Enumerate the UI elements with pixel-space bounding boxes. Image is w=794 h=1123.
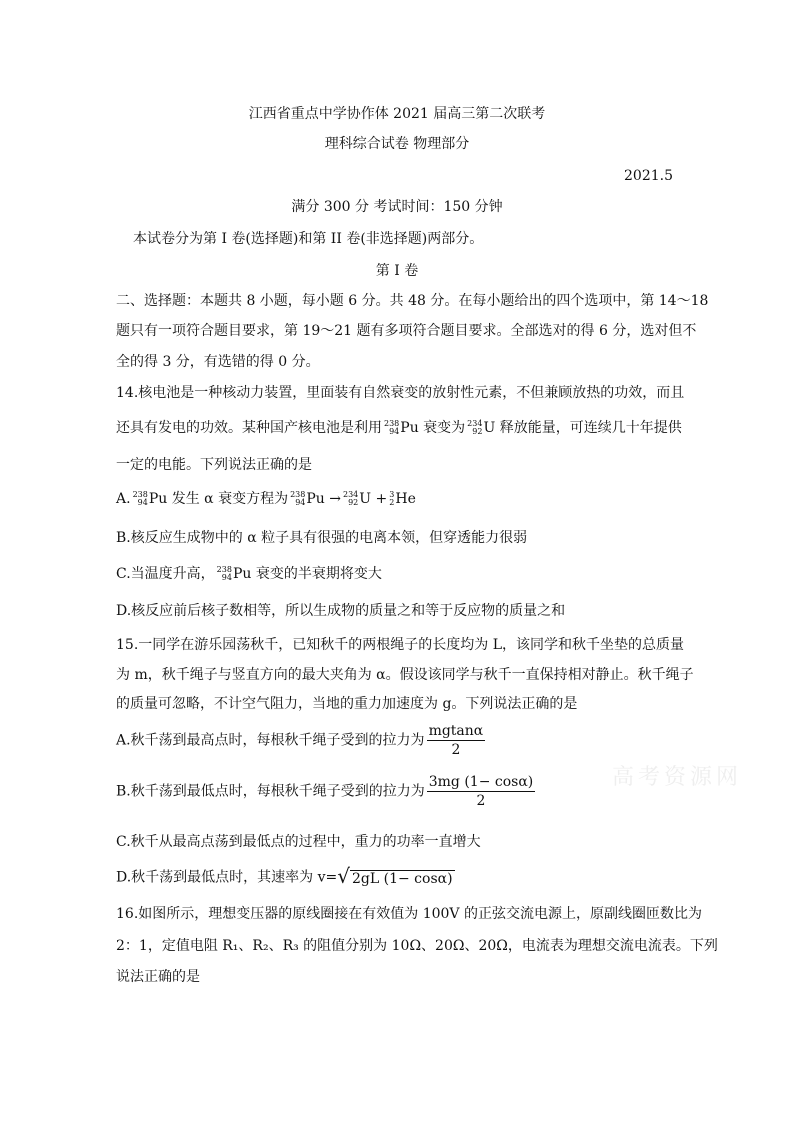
section-line-1: 二、选择题：本题共 8 小题，每小题 6 分。共 48 分。在每小题给出的四个选项中，第 14～18 [116, 293, 709, 309]
q14-option-a: A. 238 94 Pu 发生 α 衰变方程为 238 94 Pu → 234 92 U + 3 2 He [116, 490, 416, 507]
q15-line-3: 的质量可忽略，不计空气阻力，当地的重力加速度为 g。下列说法正确的是 [116, 696, 578, 712]
watermark: 高考资源网 [612, 765, 743, 790]
score-time-line: 满分 300 分 考试时间：150 分钟 [291, 199, 503, 215]
q16-line-3: 说法正确的是 [116, 969, 200, 985]
q14-line-2 [116, 418, 682, 438]
q14-line-3: 一定的电能。下列说法正确的是 [116, 457, 312, 473]
q14-line-2-b: Pu 衰变为 [400, 420, 466, 436]
sqrt-expression: √ 2gL (1− cosα) [337, 864, 453, 888]
exam-title: 江西省重点中学协作体 2021 届高三第二次联考 [248, 106, 546, 122]
intro-line: 本试卷分为第 I 卷(选择题)和第 II 卷(非选择题)两部分。 [133, 231, 484, 247]
exam-date: 2021.5 [624, 168, 673, 184]
q15-option-d: D.秋千荡到最低点时，其速率为 v=√ 2gL (1− cosα) [116, 864, 453, 888]
q15-line-1: 15.一同学在游乐园荡秋千，已知秋千的两根绳子的长度均为 L，该同学和秋千坐垫的总质量 [116, 637, 685, 653]
q16-line-2: 2：1，定值电阻 R₁、R₂、R₃ 的阻值分别为 10Ω、20Ω、20Ω，电流表为理想交流电流表。下列 [116, 938, 718, 954]
q14-option-c: C.当温度升高， 238 94 Pu 衰变的半衰期将变大 [116, 565, 382, 582]
q15-option-a: A.秋千荡到最高点时，每根秋千绳子受到的拉力为 $\frac{mgtan\alpha}{2}$ [116, 723, 484, 758]
q16-line-1: 16.如图所示，理想变压器的原线圈接在有效值为 100V 的正弦交流电源上，原副线圈匝数比为 [116, 906, 702, 922]
q15-option-b: B.秋千荡到最低点时，每根秋千绳子受到的拉力为 $\frac{3mg (1- \cos\alpha)}{2}$ [116, 774, 534, 809]
q14-option-d: D.核反应前后核子数相等，所以生成物的质量之和等于反应物的质量之和 [116, 603, 566, 619]
q15-line-2: 为 m，秋千绳子与竖直方向的最大夹角为 α。假设该同学与秋千一直保持相对静止。秋千绳子 [116, 667, 694, 683]
q15-option-c: C.秋千从最高点荡到最低点的过程中，重力的功率一直增大 [116, 834, 481, 850]
q14-line-2-c: U 释放能量，可连续几十年提供 [483, 420, 682, 436]
q14-line-2-a: 还具有发电的功效。某种国产核电池是利用 [116, 420, 382, 436]
section-line-3: 全的得 3 分，有选错的得 0 分。 [116, 354, 320, 370]
fraction-b: $\frac{3mg (1- \cos\alpha)}{2}$ [428, 774, 534, 809]
section-line-2: 题只有一项符合题目要求，第 19～21 题有多项符合题目要求。全部选对的得 6 分，选对但不 [116, 323, 697, 339]
q14-option-b: B.核反应生成物中的 α 粒子具有很强的电离本领，但穿透能力很弱 [116, 530, 528, 546]
q14-line-1: 14.核电池是一种核动力装置，里面装有自然衰变的放射性元素，不但兼顾放热的功效，而且 [116, 385, 685, 401]
pu-nuclide: 238 94 [384, 419, 400, 436]
volume-heading: 第 I 卷 [375, 263, 419, 279]
u-nuclide: 234 92 [467, 419, 483, 436]
fraction-a: $\frac{mgtan\alpha}{2}$ [428, 723, 484, 758]
exam-subtitle: 理科综合试卷 物理部分 [324, 136, 470, 152]
